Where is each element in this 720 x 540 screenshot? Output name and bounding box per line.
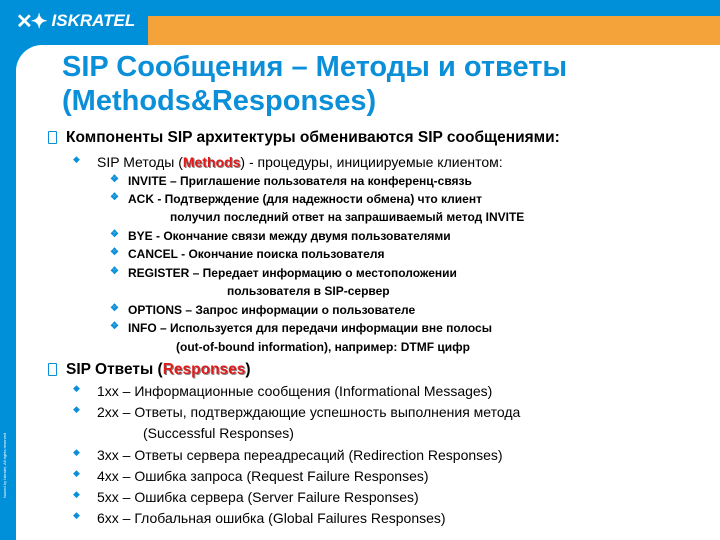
response-item: ◆ 5xx – Ошибка сервера (Server Failure Responses) [97,489,419,505]
method-item: ❖ ACK - Подтверждение (для надежности обмена) что клиент [128,192,482,206]
response-item-cont: (Successful Responses) [143,425,294,441]
method-item: ❖ CANCEL - Окончание поиска пользователя [128,247,384,261]
method-item: ❖ BYE - Окончание связи между двумя пользователями [128,229,451,243]
bullet-components: Компоненты SIP архитектуры обмениваются SIP сообщениями: [66,129,560,146]
method-item-cont: получил последний ответ на запрашиваемый метод INVITE [170,210,525,224]
responses-highlight: Responses [162,361,246,378]
text: SIP Ответы ( [66,361,163,378]
methods-highlight: Methods [182,154,241,170]
text: ) [245,361,251,378]
response-item: ◆ 4xx – Ошибка запроса (Request Failure Responses) [97,468,429,484]
text: SIP Методы ( [97,154,183,170]
method-item-cont: пользователя в SIP-сервер [227,284,390,298]
response-item: ◆ 3xx – Ответы сервера переадресаций (Redirection Responses) [97,447,503,463]
copyright-note: Issued by Iskratel, All rights reserved [2,432,7,498]
response-item: ◆ 2xx – Ответы, подтверждающие успешность выполнения метода [97,404,520,420]
slide-title [62,50,567,118]
response-item: ◆ 6xx – Глобальная ошибка (Global Failures Responses) [97,510,446,526]
header-orange-bar [148,16,720,45]
bullet-methods [97,154,503,170]
method-item: ❖ OPTIONS – Запрос информации о пользователе [128,303,415,317]
method-item: ❖ INFO – Используется для передачи информации вне полосы [128,321,492,335]
logo [16,6,144,36]
logo-text: ISKRATEL [51,11,136,30]
logo-figures-icon: ✕✦ [16,10,46,33]
text: ) - процедуры, инициируемые клиентом: [240,154,503,170]
bullet-responses [66,361,251,379]
method-item-cont: (out-of-bound information), например: DTMF цифр [176,340,470,354]
response-item: ◆ 1xx – Информационные сообщения (Informational Messages) [97,383,492,399]
method-item: ❖ INVITE – Приглашение пользователя на конференц-связь [128,174,472,188]
method-item: ❖ REGISTER – Передает информацию о местоположении [128,266,457,280]
title-line: (Methods&Responses) [62,85,377,117]
title-line: SIP Сообщения – Методы и ответы [62,51,568,83]
